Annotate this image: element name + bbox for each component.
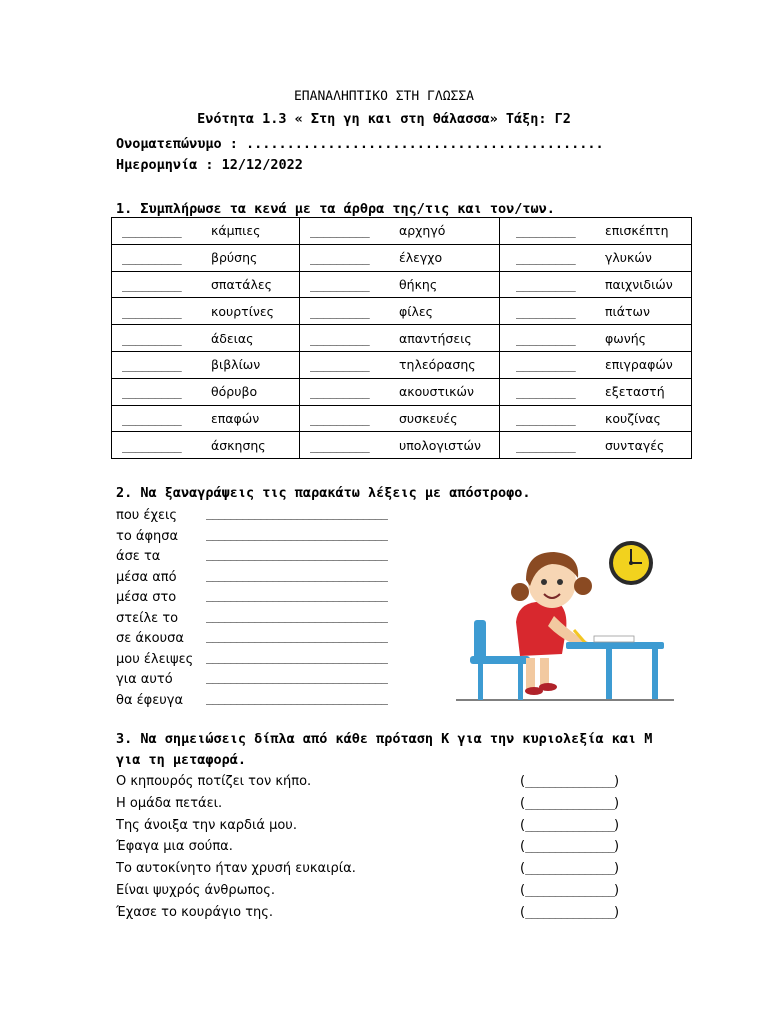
article-blank[interactable]: _________ — [516, 250, 575, 266]
answer-blank[interactable]: (_______________) — [520, 774, 620, 789]
table-cell — [300, 325, 500, 352]
phrase-label: μέσα από — [116, 569, 177, 585]
article-blank[interactable]: _________ — [310, 330, 369, 346]
answer-line[interactable]: ______________________________ — [206, 526, 387, 541]
answer-underline[interactable]: _______________ — [525, 904, 614, 919]
answer-underline[interactable]: _______________ — [525, 774, 614, 788]
article-blank[interactable]: _________ — [516, 410, 575, 426]
articles-table — [111, 217, 692, 459]
word-label: πιάτων — [605, 303, 650, 319]
word-label: άσκησης — [211, 437, 266, 453]
answer-line[interactable]: ______________________________ — [206, 629, 387, 643]
answer-line[interactable]: ______________________________ — [206, 690, 387, 705]
ex1-instruction: 1. Συμπλήρωσε τα κενά με τα άρθρα της/τις και τον/των. — [116, 201, 555, 217]
article-blank[interactable]: _________ — [122, 410, 181, 426]
word-label: άδειας — [211, 330, 254, 346]
phrase-label: για αυτό — [116, 672, 173, 687]
answer-underline[interactable]: _______________ — [525, 861, 614, 876]
table-cell — [300, 271, 500, 298]
table-cell — [500, 432, 692, 459]
article-blank[interactable]: _________ — [516, 303, 575, 319]
word-label: σπατάλες — [211, 276, 272, 292]
sentence: Ο κηπουρός ποτίζει τον κήπο. — [116, 774, 312, 789]
article-blank[interactable]: _________ — [310, 303, 369, 319]
answer-blank[interactable]: (_______________) — [520, 839, 620, 855]
desk — [566, 636, 664, 699]
sentence: Το αυτοκίνητο ήταν χρυσή ευκαιρία. — [116, 861, 356, 877]
word-label: επισκέπτη — [605, 223, 669, 239]
phrase-label: μου έλειψες — [116, 651, 194, 667]
article-blank[interactable]: _________ — [310, 410, 369, 426]
word-label: ακουστικών — [399, 384, 474, 400]
word-label: θήκης — [399, 276, 438, 292]
sentence: Είναι ψυχρός άνθρωπος. — [116, 883, 276, 898]
phrase-label: θα έφευγα — [116, 692, 184, 708]
answer-line[interactable]: ______________________________ — [206, 588, 387, 602]
article-blank[interactable]: _________ — [122, 276, 181, 292]
article-blank[interactable]: _________ — [122, 357, 181, 373]
table-cell — [112, 378, 300, 405]
word-label: εξεταστή — [605, 384, 665, 400]
article-blank[interactable]: _________ — [122, 223, 181, 239]
word-label: επαφών — [211, 410, 260, 426]
article-blank[interactable]: _________ — [122, 303, 181, 319]
answer-underline[interactable]: _______________ — [525, 883, 614, 897]
article-blank[interactable]: _________ — [310, 437, 369, 453]
article-blank[interactable]: _________ — [122, 437, 181, 453]
sentence: Έχασε το κουράγιο της. — [116, 904, 274, 920]
answer-line[interactable]: ______________________________ — [206, 567, 387, 582]
table-cell — [300, 218, 500, 245]
phrase-label: μέσα στο — [116, 590, 177, 605]
table-cell — [300, 432, 500, 459]
answer-blank[interactable]: (_______________) — [520, 817, 620, 833]
table-cell — [112, 432, 300, 459]
article-blank[interactable]: _________ — [516, 437, 575, 453]
word-label: φίλες — [399, 303, 433, 319]
word-label: συσκευές — [399, 410, 458, 426]
article-blank[interactable]: _________ — [122, 330, 181, 346]
name-field[interactable]: Ονοματεπώνυμο : ............................................ — [116, 136, 604, 152]
word-label: αρχηγό — [399, 223, 446, 239]
table-cell — [500, 405, 692, 432]
article-blank[interactable]: _________ — [516, 223, 575, 239]
article-blank[interactable]: _________ — [310, 357, 369, 373]
article-blank[interactable]: _________ — [516, 330, 575, 346]
word-label: βιβλίων — [211, 357, 261, 373]
answer-underline[interactable]: _______________ — [525, 839, 614, 854]
table-row — [112, 405, 692, 432]
table-cell — [300, 298, 500, 325]
word-label: συνταγές — [605, 437, 665, 453]
word-label: επιγραφών — [605, 357, 673, 373]
table-row — [112, 325, 692, 352]
article-blank[interactable]: _________ — [310, 276, 369, 292]
table-cell — [500, 244, 692, 271]
word-label: κουζίνας — [605, 410, 661, 426]
table-cell — [500, 325, 692, 352]
ex3-instruction-line1: 3. Να σημειώσεις δίπλα από κάθε πρόταση Κ για την κυριολεξία και Μ — [116, 731, 653, 747]
word-label: γλυκών — [605, 250, 652, 266]
table-cell — [112, 405, 300, 432]
sentence: Έφαγα μια σούπα. — [116, 839, 233, 855]
word-label: παιχνιδιών — [605, 276, 673, 292]
article-blank[interactable]: _________ — [310, 250, 369, 266]
table-cell — [500, 218, 692, 245]
table-cell — [500, 378, 692, 405]
phrase-label: στείλε το — [116, 610, 179, 626]
table-cell — [500, 351, 692, 378]
unit-title: Ενότητα 1.3 « Στη γη και στη θάλασσα» Τάξη: Γ2 — [197, 111, 571, 127]
table-cell — [500, 298, 692, 325]
answer-line[interactable]: ______________________________ — [206, 608, 387, 623]
answer-blank[interactable]: (_______________) — [520, 904, 620, 920]
table-row — [112, 298, 692, 325]
word-label: υπολογιστών — [399, 437, 481, 453]
table-row — [112, 218, 692, 245]
answer-blank[interactable]: (_______________) — [520, 861, 620, 877]
answer-blank[interactable]: (_______________) — [520, 883, 620, 898]
phrase-label: σε άκουσα — [116, 631, 184, 646]
girl-writing-illustration — [456, 530, 674, 708]
table-cell — [112, 351, 300, 378]
word-label: απαντήσεις — [399, 330, 472, 346]
article-blank[interactable]: _________ — [516, 357, 575, 373]
ex3-instruction-line2: για τη μεταφορά. — [116, 752, 247, 768]
table-row — [112, 244, 692, 271]
article-blank[interactable]: _________ — [516, 384, 575, 400]
table-cell — [112, 325, 300, 352]
table-cell — [112, 218, 300, 245]
table-row — [112, 271, 692, 298]
answer-blank[interactable]: (_______________) — [520, 795, 620, 811]
table-cell — [112, 271, 300, 298]
answer-line[interactable]: ______________________________ — [206, 506, 387, 520]
table-cell — [300, 351, 500, 378]
sentence: Της άνοιξα την καρδιά μου. — [116, 817, 297, 833]
answer-underline[interactable]: _______________ — [525, 817, 614, 832]
table-cell — [300, 405, 500, 432]
clock-icon — [609, 541, 653, 585]
word-label: κουρτίνες — [211, 303, 275, 319]
article-blank[interactable]: _________ — [516, 276, 575, 292]
word-label: κάμπιες — [211, 223, 261, 239]
ex2-instruction: 2. Να ξαναγράψεις τις παρακάτω λέξεις με απόστροφο. — [116, 485, 531, 501]
table-row — [112, 378, 692, 405]
table-cell — [300, 378, 500, 405]
date-line: Ημερομηνία : 12/12/2022 — [116, 157, 303, 173]
table-cell — [500, 271, 692, 298]
article-blank[interactable]: _________ — [310, 223, 369, 239]
word-label: βρύσης — [211, 250, 258, 266]
answer-line[interactable]: ______________________________ — [206, 547, 387, 561]
word-label: θόρυβο — [211, 384, 258, 400]
phrase-label: άσε τα — [116, 549, 161, 564]
phrase-label: το άφησα — [116, 528, 179, 544]
answer-line[interactable]: ______________________________ — [206, 670, 387, 684]
word-label: έλεγχο — [399, 250, 443, 266]
word-label: τηλεόρασης — [399, 357, 476, 373]
word-label: φωνής — [605, 330, 646, 346]
worksheet-title: ΕΠΑΝΑΛΗΠΤΙΚΟ ΣΤΗ ΓΛΩΣΣΑ — [293, 89, 474, 104]
table-cell — [112, 244, 300, 271]
article-blank[interactable]: _________ — [310, 384, 369, 400]
phrase-label: που έχεις — [116, 508, 178, 523]
table-row — [112, 351, 692, 378]
table-cell — [112, 298, 300, 325]
answer-underline[interactable]: _______________ — [525, 795, 614, 810]
table-cell — [300, 244, 500, 271]
article-blank[interactable]: _________ — [122, 250, 181, 266]
article-blank[interactable]: _________ — [122, 384, 181, 400]
answer-line[interactable]: ______________________________ — [206, 649, 387, 664]
sentence: Η ομάδα πετάει. — [116, 795, 223, 811]
table-row — [112, 432, 692, 459]
